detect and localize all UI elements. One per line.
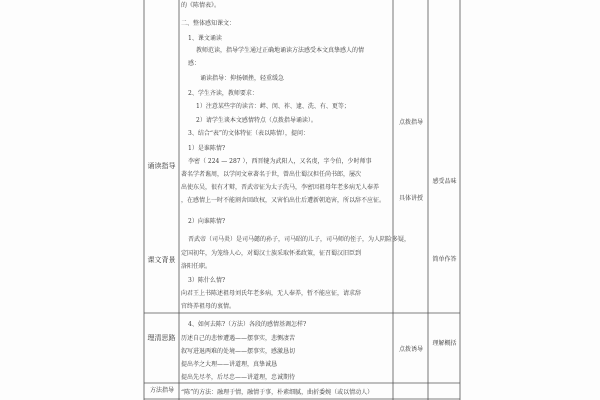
line-18: 洛阳任职。 <box>181 263 212 270</box>
line-17: 定国初年，为笼络人心，对蜀汉士族采取怀柔政策，征召蜀汉旧臣到 <box>181 250 362 257</box>
line-14: ，在感情上一时不能割舍回政权，又害怕出仕后遭新朝追害，所以辞不应征。 <box>181 197 386 204</box>
left-label-background: 课文背景 <box>147 256 176 264</box>
line-13: 出使东吴，很有才辩，晋武帝征为太子洗马，李密因祖母年老多病无人奉养 <box>181 184 380 191</box>
right-label-feel: 感受品味 <box>432 178 457 185</box>
line-27: “陈”的方法：融理于情，融情于事，朴素细腻，曲折委婉（或以情动人） <box>181 389 374 396</box>
line-5: 诵读指导：抑扬顿挫，轻重缓急 <box>200 75 285 82</box>
right-label-understand: 理解概括 <box>432 340 457 347</box>
line-24: 叙写进退两难的处境——摆事实，感激恳切 <box>181 348 296 355</box>
line-10: 1）是谁陈情? <box>188 145 226 152</box>
line-26: 提出先尽孝，后尽忠——讲道理，忠诚期待 <box>181 374 296 381</box>
right-label-simple: 简单作答 <box>432 256 457 263</box>
left-label-structure: 理清思路 <box>147 334 176 342</box>
line-2: 1、课文诵读 <box>188 35 222 42</box>
line-25: 提出孝之大理——讲道理，真挚诚恳 <box>181 361 278 368</box>
line-0: 的《陈情表》。 <box>181 2 221 9</box>
line-21: 官终养祖母的衷情。 <box>181 303 236 310</box>
line-19: 3）陈什么情? <box>188 277 226 284</box>
left-label-recite: 诵读指导 <box>147 162 176 170</box>
line-3: 教师范读，指导学生通过正确地诵读方法感受本文真挚感人的情 <box>196 47 365 54</box>
line-16: 晋武帝（司马炎）是司马懿的孙子，司马昭的儿子，司马师的侄子，为人阴险多疑， <box>188 236 411 243</box>
line-7: 1）注意某些字的读音：衅、闵、祚、逮、洗、有、更等； <box>196 103 350 110</box>
line-23: 历述自己的悲惨遭遇——摆事实，悲恻凄苦 <box>181 335 296 342</box>
line-6: 2、学生齐读，教师要求： <box>188 90 258 97</box>
left-label-method: 方法指导 <box>149 387 174 394</box>
line-1: 二、整体感知课文： <box>181 20 236 27</box>
line-12: 著名学者谯周，以学问文章著名于世，曾出仕蜀汉担任尚书郎，屡次 <box>181 171 362 178</box>
middle-label-hint1: 点拨指导 <box>398 119 423 126</box>
line-15: 2）向谁陈情? <box>188 218 226 225</box>
line-4: 感： <box>188 60 201 67</box>
line-9: 3、结合“表”的文体特征（表以陈情），提问： <box>188 130 309 137</box>
line-20: 向君王上书陈述祖母刘氏年老多病，无人奉养，暂不能应征，请求辞 <box>181 290 362 297</box>
line-11: 李密（ 224 — 287 ），西晋犍为武阳人，又名虔，字令伯，少时师事 <box>188 158 372 165</box>
line-22: 4、如何去陈?（方法）各段的感情基调怎样? <box>188 321 307 328</box>
middle-label-hint2: 点拨诱导 <box>398 346 423 353</box>
line-8: 2）请学生谈本文感情特点（点拨指导诵读）。 <box>196 117 317 124</box>
middle-label-explain: 具体讲授 <box>398 195 423 202</box>
